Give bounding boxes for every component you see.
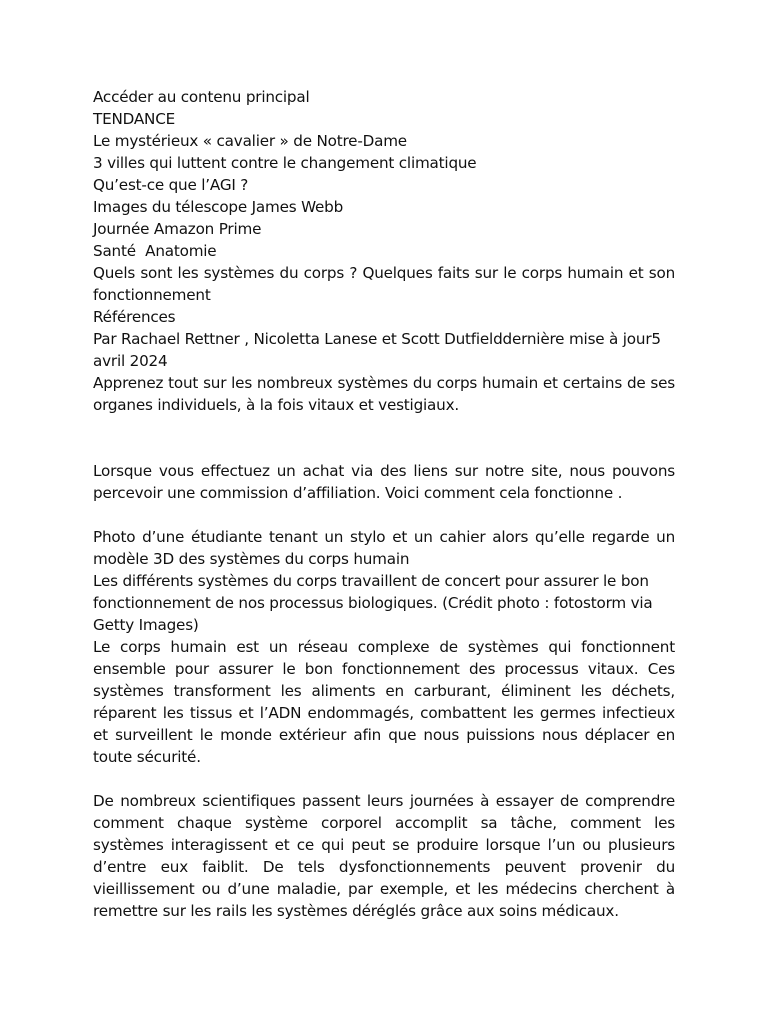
trending-item[interactable]: Images du télescope James Webb	[93, 198, 344, 216]
body-paragraph: Le corps humain est un réseau complexe de systèmes qui fonctionnent ensemble pour assurer le bon fonctionnement des processus vitaux. Ces systèmes transforment les aliments en carburant, éliminent les déchets, réparent les tissus et l’ADN endommagés, combattent les germes infectieux et surveillent le monde extérieur afin que nous puissions nous déplacer en toute sécurité.	[93, 638, 675, 766]
trending-item[interactable]: Le mystérieux « cavalier » de Notre-Dame	[93, 132, 407, 150]
spacer	[93, 416, 675, 460]
image-alt-text: Photo d’une étudiante tenant un stylo et un cahier alors qu’elle regarde un modèle 3D des systèmes du corps humain	[93, 528, 675, 568]
body-paragraph: De nombreux scientifiques passent leurs journées à essayer de comprendre comment chaque système corporel accomplit sa tâche, comment les systèmes interagissent et ce qui peut se produire lorsque l’un ou plusieurs d’entre eux faiblit. De tels dysfonctionnements peuvent provenir du vieillissement ou d’une maladie, par exemple, et les médecins cherchent à remettre sur les rails les systèmes déréglés grâce aux soins médicaux.	[93, 792, 675, 920]
trending-item[interactable]: Journée Amazon Prime	[93, 220, 262, 238]
references-link[interactable]: Références	[93, 308, 176, 326]
article-title: Quels sont les systèmes du corps ? Quelques faits sur le corps humain et son fonctionnement	[93, 264, 675, 304]
byline: Par Rachael Rettner , Nicoletta Lanese et Scott Dutfielddernière mise à jour5 avril 2024	[93, 330, 661, 370]
trending-item[interactable]: Qu’est-ce que l’AGI ?	[93, 176, 249, 194]
document-page	[93, 86, 675, 922]
spacer	[93, 504, 675, 526]
affiliate-note: Lorsque vous effectuez un achat via des liens sur notre site, nous pouvons percevoir une commission d’affiliation. Voici comment cela fonctionne .	[93, 462, 675, 502]
spacer	[93, 768, 675, 790]
image-caption: Les différents systèmes du corps travaillent de concert pour assurer le bon fonctionnement de nos processus biologiques. (Crédit photo : fotostorm via Getty Images)	[93, 572, 653, 634]
trending-item[interactable]: 3 villes qui luttent contre le changement climatique	[93, 154, 477, 172]
article-summary: Apprenez tout sur les nombreux systèmes du corps humain et certains de ses organes individuels, à la fois vitaux et vestigiaux.	[93, 374, 675, 414]
trending-label: TENDANCE	[93, 110, 176, 128]
breadcrumb[interactable]: Santé Anatomie	[93, 242, 217, 260]
skip-to-content-link[interactable]: Accéder au contenu principal	[93, 88, 310, 106]
